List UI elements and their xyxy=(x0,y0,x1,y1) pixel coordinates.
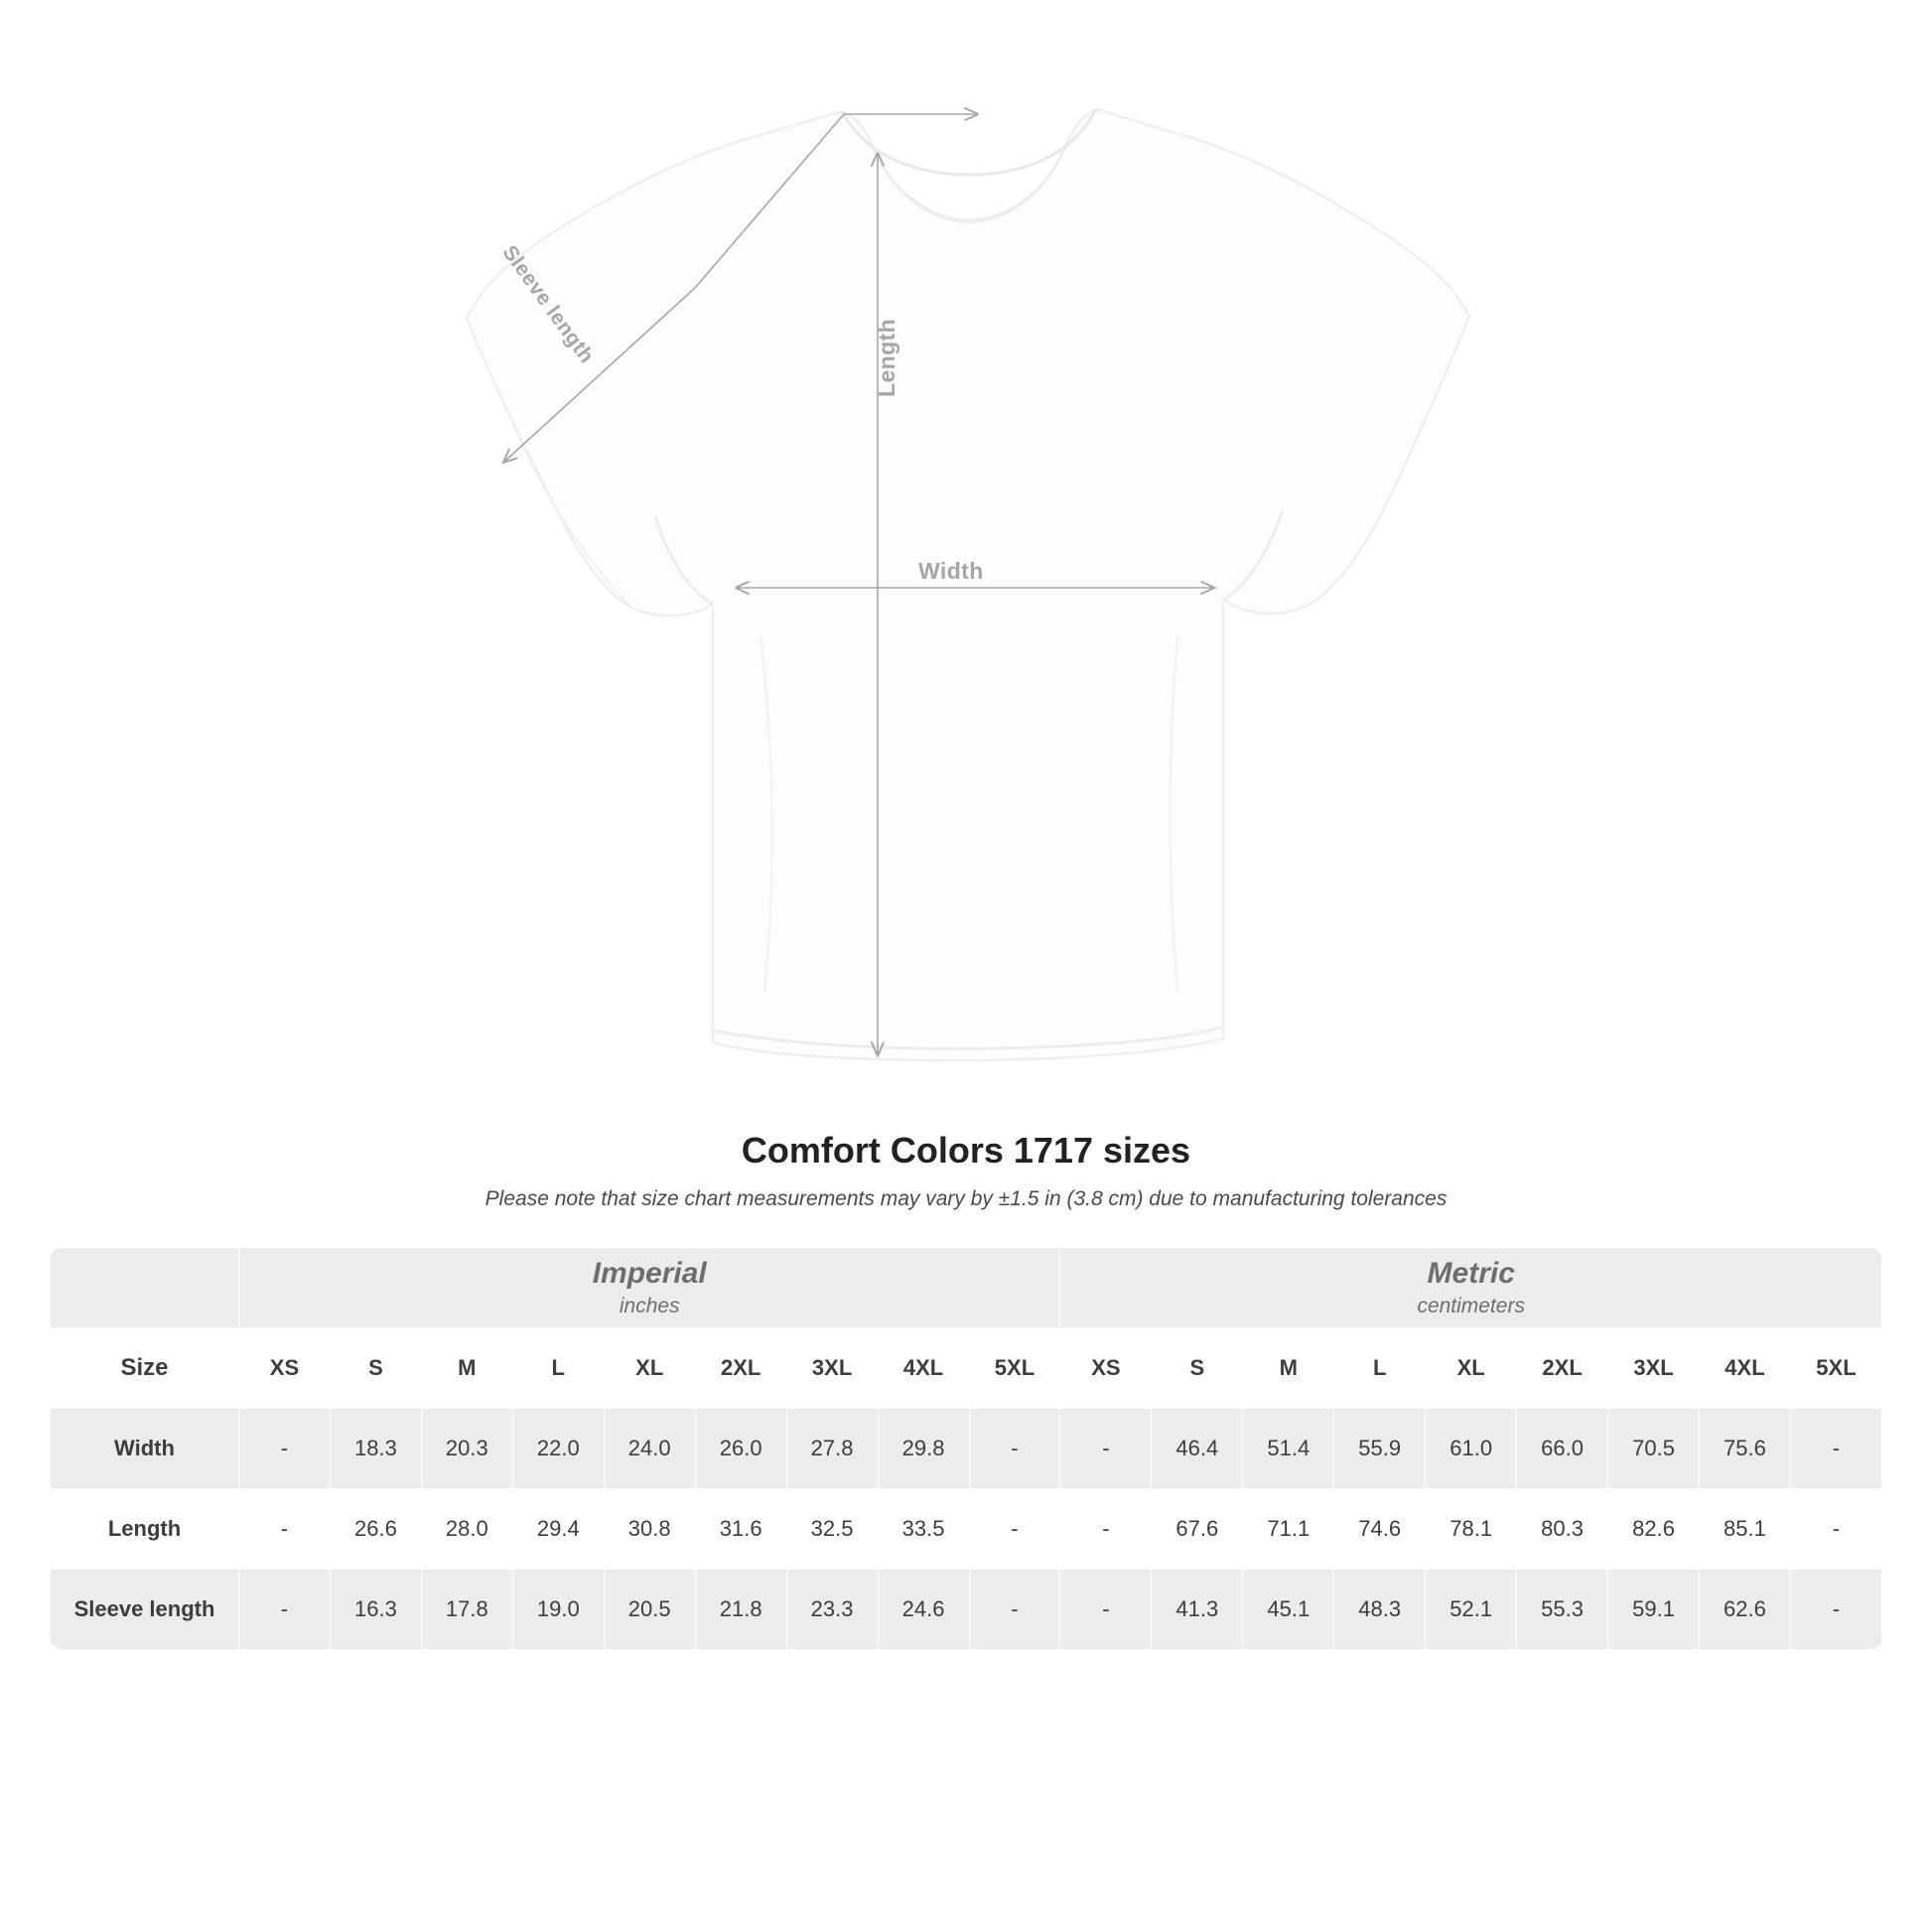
table-corner-cell xyxy=(51,1248,239,1328)
shirt-body xyxy=(467,109,1469,1060)
cell-metric-xs: - xyxy=(1060,1409,1152,1489)
cell-metric-s: 67.6 xyxy=(1152,1489,1243,1570)
cell-metric-l: 48.3 xyxy=(1334,1570,1426,1650)
cell-imperial-l: 22.0 xyxy=(512,1409,604,1489)
unit-subtitle: inches xyxy=(619,1294,680,1317)
cell-metric-m: 45.1 xyxy=(1243,1570,1334,1650)
cell-metric-xl: 61.0 xyxy=(1426,1409,1517,1489)
size-chart-table xyxy=(50,1247,1882,1650)
size-column-header-s-metric: S xyxy=(1152,1328,1243,1409)
table-row xyxy=(51,1409,1882,1489)
chart-title-block xyxy=(0,1130,1932,1211)
size-column-header-l-imperial: L xyxy=(512,1328,604,1409)
cell-metric-xs: - xyxy=(1060,1570,1152,1650)
cell-imperial-m: 17.8 xyxy=(421,1570,512,1650)
cell-imperial-xs: - xyxy=(239,1570,331,1650)
cell-imperial-2xl: 31.6 xyxy=(695,1489,786,1570)
cell-imperial-s: 18.3 xyxy=(330,1409,421,1489)
cell-metric-s: 46.4 xyxy=(1152,1409,1243,1489)
size-column-header-5xl-imperial: 5XL xyxy=(969,1328,1060,1409)
cell-imperial-3xl: 27.8 xyxy=(786,1409,878,1489)
cell-imperial-4xl: 33.5 xyxy=(878,1489,969,1570)
cell-imperial-5xl: - xyxy=(969,1570,1060,1650)
cell-imperial-xl: 30.8 xyxy=(604,1489,695,1570)
cell-imperial-l: 19.0 xyxy=(512,1570,604,1650)
cell-imperial-3xl: 23.3 xyxy=(786,1570,878,1650)
cell-imperial-xs: - xyxy=(239,1489,331,1570)
unit-name: Metric xyxy=(1427,1257,1515,1291)
sleeve-length-label: Sleeve length xyxy=(497,241,599,368)
cell-metric-2xl: 66.0 xyxy=(1517,1409,1608,1489)
cell-metric-2xl: 80.3 xyxy=(1517,1489,1608,1570)
cell-imperial-5xl: - xyxy=(969,1409,1060,1489)
cell-metric-m: 71.1 xyxy=(1243,1489,1334,1570)
cell-imperial-xs: - xyxy=(239,1409,331,1489)
cell-imperial-m: 20.3 xyxy=(421,1409,512,1489)
cell-metric-l: 74.6 xyxy=(1334,1489,1426,1570)
size-column-header-xl-metric: XL xyxy=(1426,1328,1517,1409)
size-label-cell: Size xyxy=(51,1328,239,1409)
size-column-header-5xl-metric: 5XL xyxy=(1790,1328,1881,1409)
unit-header-metric xyxy=(1060,1248,1882,1328)
cell-metric-m: 51.4 xyxy=(1243,1409,1334,1489)
size-column-header-3xl-imperial: 3XL xyxy=(786,1328,878,1409)
size-column-header-m-metric: M xyxy=(1243,1328,1334,1409)
size-column-header-xl-imperial: XL xyxy=(604,1328,695,1409)
row-label-sleeve-length: Sleeve length xyxy=(51,1570,239,1650)
size-column-header-s-imperial: S xyxy=(330,1328,421,1409)
size-column-header-3xl-metric: 3XL xyxy=(1608,1328,1700,1409)
cell-metric-5xl: - xyxy=(1790,1409,1881,1489)
cell-imperial-2xl: 26.0 xyxy=(695,1409,786,1489)
length-label: Length xyxy=(874,318,899,397)
cell-imperial-l: 29.4 xyxy=(512,1489,604,1570)
size-column-header-4xl-imperial: 4XL xyxy=(878,1328,969,1409)
cell-metric-3xl: 70.5 xyxy=(1608,1409,1700,1489)
unit-header-row xyxy=(51,1248,1882,1328)
cell-imperial-xl: 20.5 xyxy=(604,1570,695,1650)
cell-imperial-3xl: 32.5 xyxy=(786,1489,878,1570)
unit-header-imperial xyxy=(239,1248,1060,1328)
cell-imperial-5xl: - xyxy=(969,1489,1060,1570)
cell-metric-xl: 52.1 xyxy=(1426,1570,1517,1650)
cell-metric-3xl: 82.6 xyxy=(1608,1489,1700,1570)
cell-metric-5xl: - xyxy=(1790,1489,1881,1570)
cell-imperial-4xl: 24.6 xyxy=(878,1570,969,1650)
cell-metric-4xl: 85.1 xyxy=(1700,1489,1791,1570)
width-label: Width xyxy=(918,558,984,584)
table-row xyxy=(51,1489,1882,1570)
size-column-header-xs-imperial: XS xyxy=(239,1328,331,1409)
cell-metric-2xl: 55.3 xyxy=(1517,1570,1608,1650)
cell-metric-l: 55.9 xyxy=(1334,1409,1426,1489)
page-title: Comfort Colors 1717 sizes xyxy=(741,1130,1191,1171)
row-label-length: Length xyxy=(51,1489,239,1570)
size-header-row xyxy=(51,1328,1882,1409)
table-row xyxy=(51,1570,1882,1650)
size-column-header-m-imperial: M xyxy=(421,1328,512,1409)
cell-metric-5xl: - xyxy=(1790,1570,1881,1650)
size-column-header-2xl-imperial: 2XL xyxy=(695,1328,786,1409)
cell-imperial-xl: 24.0 xyxy=(604,1409,695,1489)
tolerance-note: Please note that size chart measurements may vary by ±1.5 in (3.8 cm) due to manufacturing tolerances xyxy=(484,1187,1448,1210)
size-table-area xyxy=(50,1247,1882,1650)
cell-imperial-s: 26.6 xyxy=(330,1489,421,1570)
cell-imperial-4xl: 29.8 xyxy=(878,1409,969,1489)
size-column-header-xs-metric: XS xyxy=(1060,1328,1152,1409)
unit-name: Imperial xyxy=(592,1257,707,1291)
cell-metric-4xl: 62.6 xyxy=(1700,1570,1791,1650)
size-column-header-2xl-metric: 2XL xyxy=(1517,1328,1608,1409)
cell-imperial-2xl: 21.8 xyxy=(695,1570,786,1650)
cell-imperial-s: 16.3 xyxy=(330,1570,421,1650)
size-column-header-4xl-metric: 4XL xyxy=(1700,1328,1791,1409)
cell-metric-3xl: 59.1 xyxy=(1608,1570,1700,1650)
cell-metric-4xl: 75.6 xyxy=(1700,1409,1791,1489)
cell-metric-xs: - xyxy=(1060,1489,1152,1570)
cell-imperial-m: 28.0 xyxy=(421,1489,512,1570)
row-label-width: Width xyxy=(51,1409,239,1489)
cell-metric-xl: 78.1 xyxy=(1426,1489,1517,1570)
unit-subtitle: centimeters xyxy=(1417,1294,1525,1317)
cell-metric-s: 41.3 xyxy=(1152,1570,1243,1650)
size-column-header-l-metric: L xyxy=(1334,1328,1426,1409)
